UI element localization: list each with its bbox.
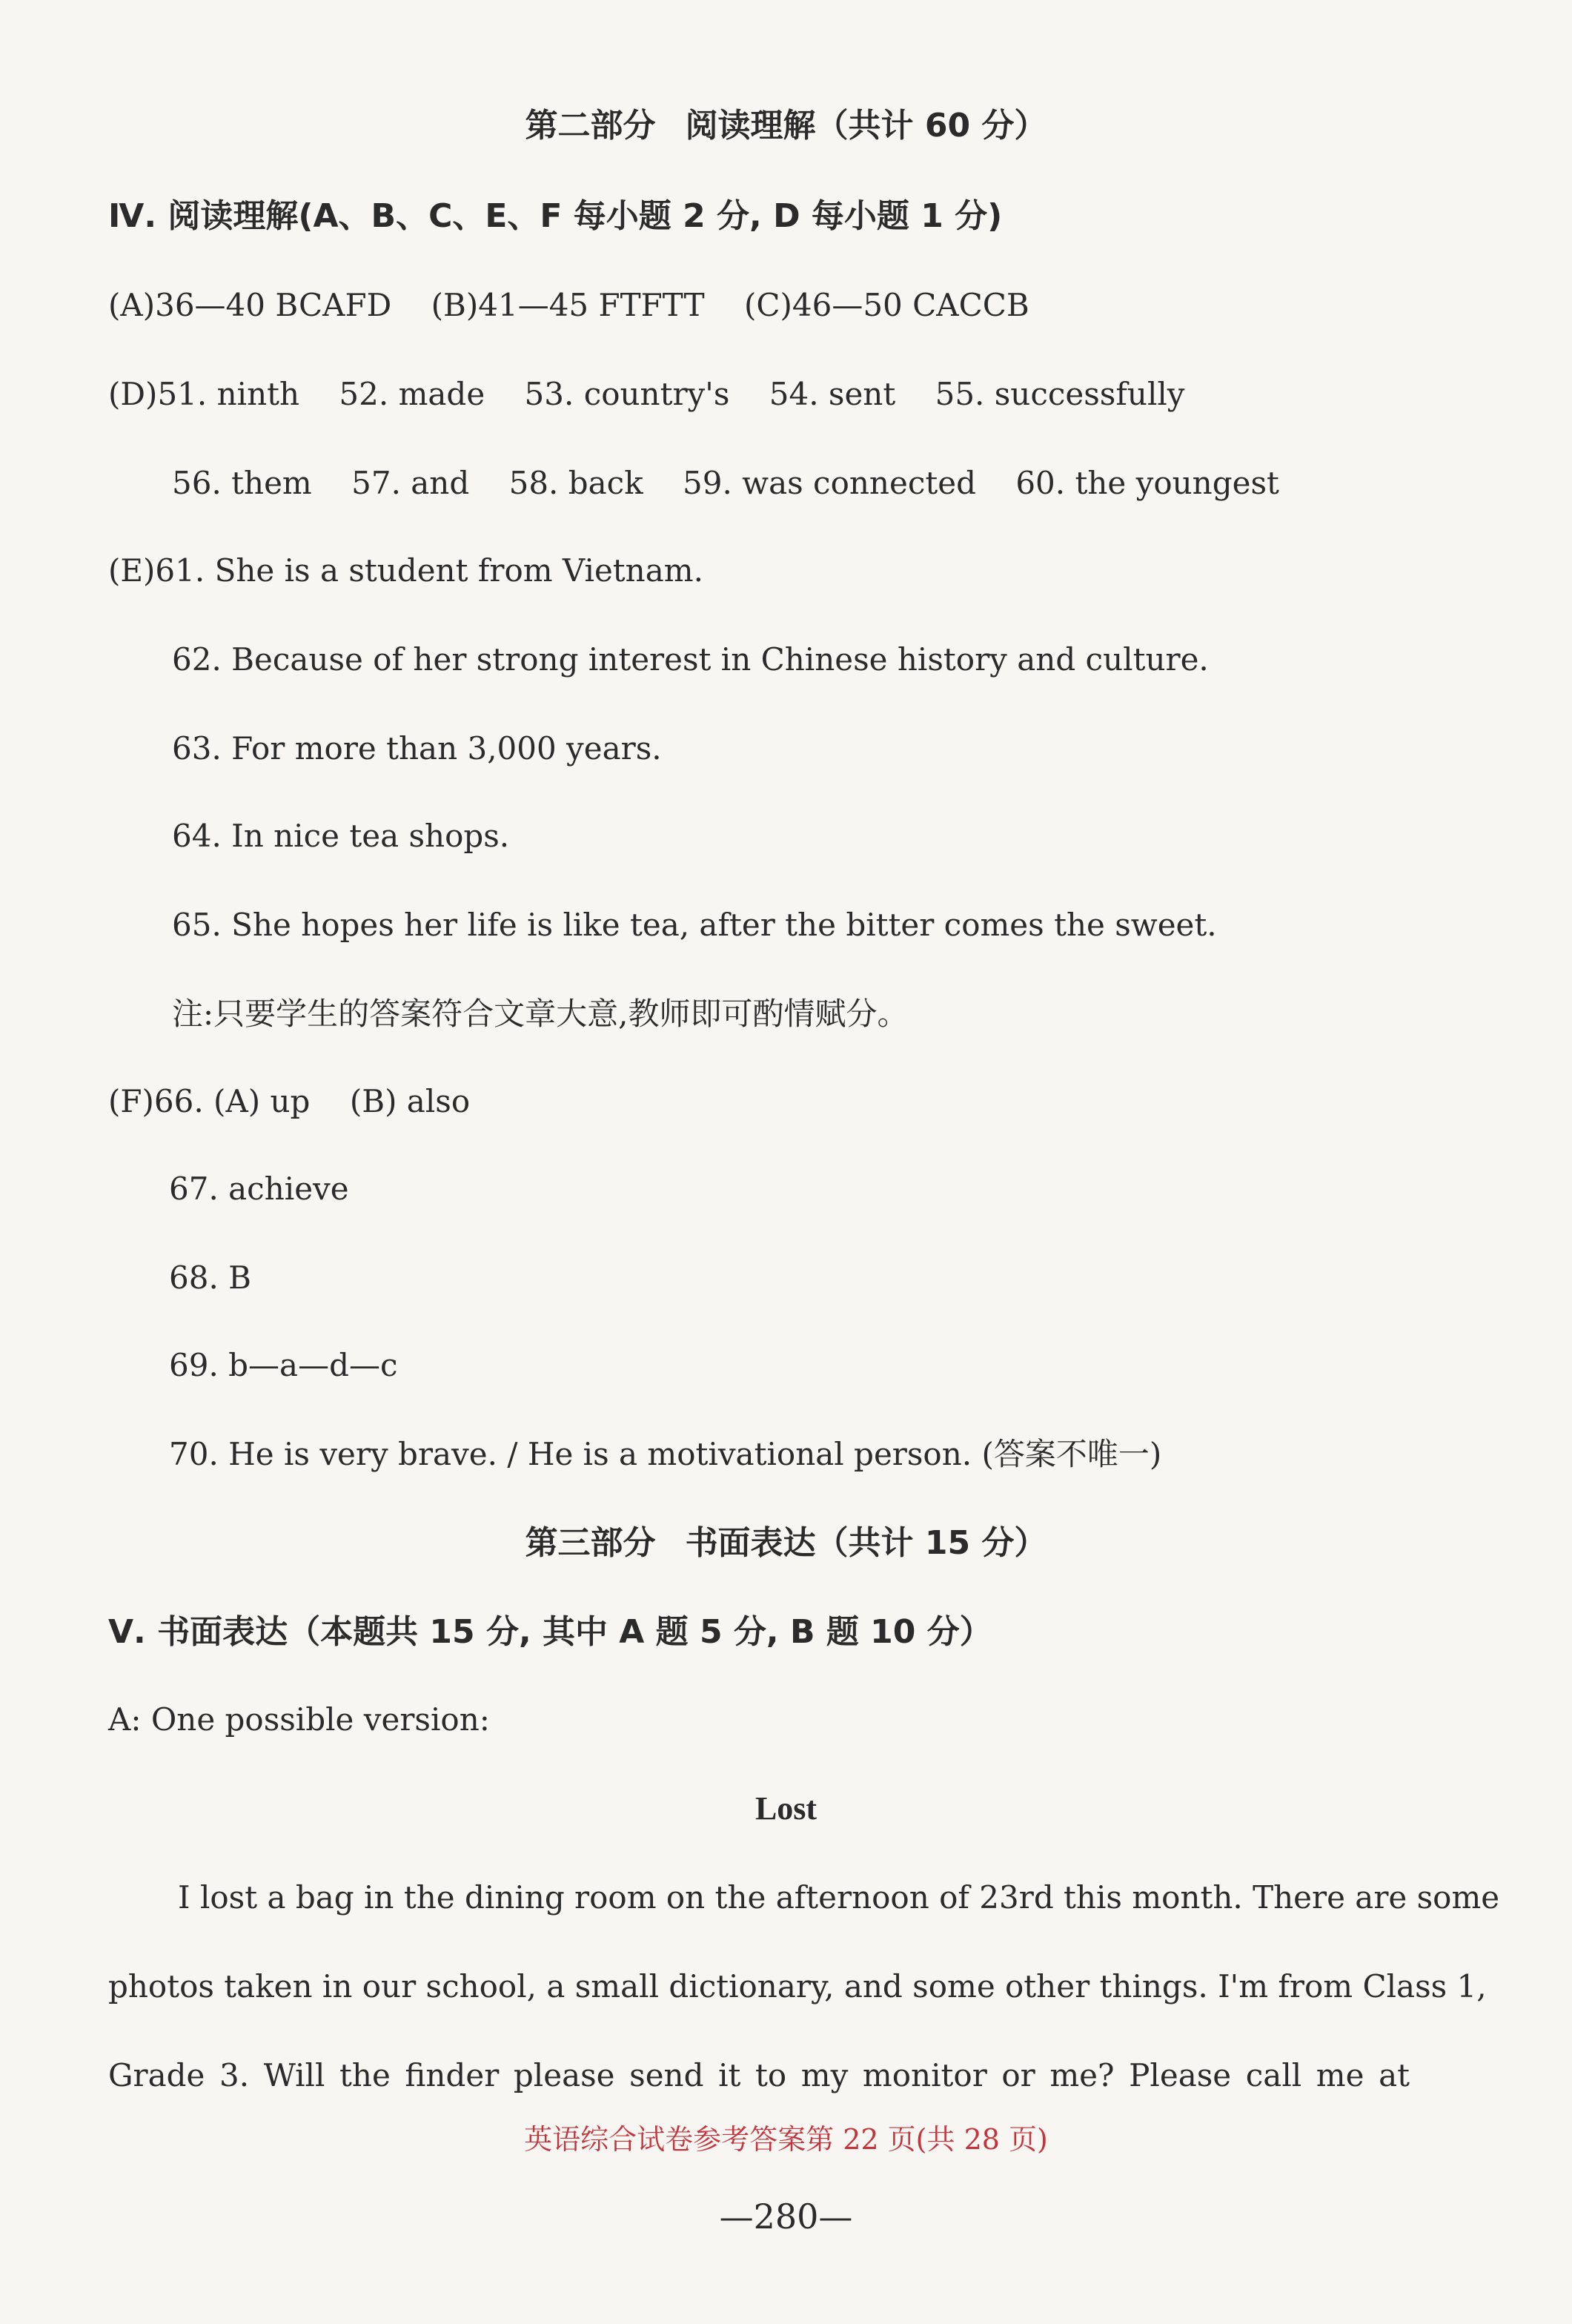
part2-title — [0, 104, 1572, 148]
answer-f-67: 67. achieve — [169, 1171, 349, 1207]
page-number: —280— — [719, 2196, 853, 2237]
part3-title-subtitle: 书面表达（共计 15 分） — [685, 1524, 1047, 1562]
answer-e-62: 62. Because of her strong interest in Chinese history and culture. — [172, 641, 1209, 678]
part3-title-label: 第三部分 — [525, 1524, 656, 1562]
answer-item: 59. was connected — [683, 465, 976, 501]
answer-f-68: 68. B — [169, 1259, 252, 1296]
part2-title-label: 第二部分 — [525, 107, 656, 145]
answer-f-70: 70. He is very brave. / He is a motivational person. (答案不唯一) — [169, 1436, 1162, 1472]
answer-f-69: 69. b—a—d—c — [169, 1347, 398, 1383]
section-iv-heading: Ⅳ. 阅读理解(A、B、C、E、F 每小题 2 分, D 每小题 1 分) — [108, 197, 1003, 235]
answer-item: 55. successfully — [935, 376, 1185, 412]
answer-group-c: (C)46—50 CACCB — [743, 287, 1029, 323]
essay-line-2: photos taken in our school, a small dictionary, and some other things. I'm from Class 1, — [108, 1968, 1487, 2004]
answers-d-row-2 — [172, 461, 1279, 506]
answer-group-b: (B)41—45 FTFTT — [431, 287, 705, 323]
part2-title-subtitle: 阅读理解（共计 60 分） — [685, 107, 1047, 145]
answer-item: 58. back — [508, 465, 643, 501]
answer-e-65: 65. She hopes her life is like tea, after the bitter comes the sweet. — [172, 907, 1217, 943]
answer-f-66 — [108, 1079, 470, 1124]
answer-e-64: 64. In nice tea shops. — [172, 818, 510, 854]
answer-item: 54. sent — [769, 376, 896, 412]
answer-item: 53. country's — [524, 376, 730, 412]
essay-line-3: Grade 3. Will the finder please send it to my monitor or me? Please call me at — [108, 2057, 1410, 2093]
answer-group-a: (A)36—40 BCAFD — [108, 287, 392, 323]
answer-item: (B) also — [349, 1083, 471, 1119]
essay-line-1: I lost a bag in the dining room on the afternoon of 23rd this month. There are some — [178, 1879, 1500, 1916]
part3-title — [0, 1521, 1572, 1566]
answer-item: 60. the youngest — [1015, 465, 1279, 501]
answer-item: 56. them — [172, 465, 312, 501]
answer-item: 52. made — [339, 376, 485, 412]
answers-abc — [108, 283, 1029, 328]
answer-item: 57. and — [351, 465, 470, 501]
section-v-heading: Ⅴ. 书面表达（本题共 15 分, 其中 A 题 5 分, B 题 10 分） — [108, 1613, 992, 1651]
answers-d-row-1 — [108, 372, 1185, 417]
essay-title: Lost — [755, 1790, 817, 1827]
answer-item: (F)66. (A) up — [108, 1083, 311, 1119]
answer-e-63: 63. For more than 3,000 years. — [172, 730, 662, 767]
page-footer-caption: 英语综合试卷参考答案第 22 页(共 28 页) — [524, 2123, 1048, 2156]
answer-e-61: (E)61. She is a student from Vietnam. — [108, 552, 703, 589]
grading-note: 注:只要学生的答案符合文章大意,教师即可酌情赋分。 — [172, 996, 909, 1032]
version-label: A: One possible version: — [108, 1701, 490, 1738]
answer-item: (D)51. ninth — [108, 376, 300, 412]
